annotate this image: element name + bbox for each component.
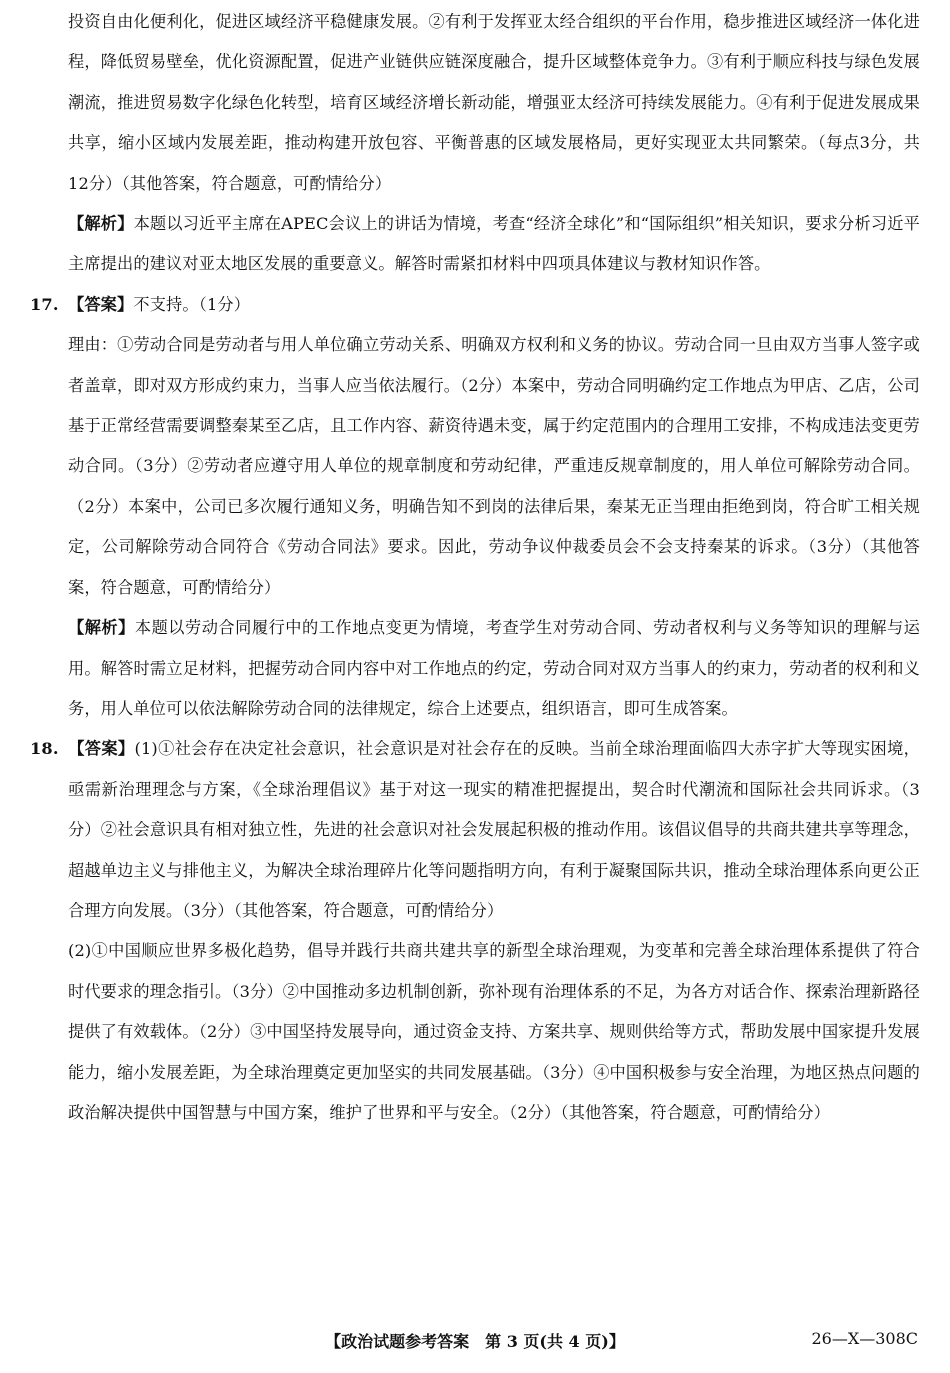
analysis-tag: 【解析】 bbox=[68, 618, 135, 638]
question-number: 18. bbox=[30, 739, 59, 759]
q17-answer bbox=[30, 285, 920, 325]
page-footer bbox=[0, 1329, 950, 1359]
q18-answer bbox=[30, 729, 920, 931]
q17-reason: 理由：①劳动合同是劳动者与用人单位确立劳动关系、明确双方权利和义务的协议。劳动合同一旦由双方当事人签字或者盖章，即对双方形成约束力，当事人应当依法履行。（2分）本案中，劳动合同明确约定工作地点为甲店、乙店，公司基于正常经营需要调整秦某至乙店，且工作内容、薪资待遇未变，属于约定范围内的合理用工安排，不构成违法变更劳动合同。（3分）②劳动者应遵守用人单位的规章制度和劳动纪律，严重违反规章制度的，用人单位可解除劳动合同。（2分）本案中，公司已多次履行通知义务，明确告知不到岗的法律后果，秦某无正当理由拒绝到岗，符合旷工相关规定，公司解除劳动合同符合《劳动合同法》要求。因此，劳动争议仲裁委员会不会支持秦某的诉求。（3分）（其他答案，符合题意，可酌情给分） bbox=[68, 335, 920, 597]
q16-analysis-text: 本题以习近平主席在APEC会议上的讲话为情境，考查“经济全球化”和“国际组织”相关知识，要求分析习近平主席提出的建议对亚太地区发展的重要意义。解答时需紧扣材料中四项具体建议与教材知识作答。 bbox=[68, 214, 920, 274]
q17-answer-text: 不支持。（1分） bbox=[133, 294, 251, 314]
answer-content bbox=[30, 2, 920, 1133]
answer-tag: 【答案】 bbox=[68, 294, 134, 314]
question-number: 17. bbox=[30, 294, 59, 314]
q17-analysis bbox=[30, 608, 920, 729]
q16-analysis bbox=[30, 204, 920, 285]
footer-title: 【政治试题参考答案 第 3 页(共 4 页)】 bbox=[325, 1332, 625, 1351]
answer-tag: 【答案】 bbox=[68, 739, 135, 759]
q17-analysis-text: 本题以劳动合同履行中的工作地点变更为情境，考查学生对劳动合同、劳动者权利与义务等知识的理解与运用。解答时需立足材料，把握劳动合同内容中对工作地点的约定，劳动合同对双方当事人的约束力，劳动者的权利和义务，用人单位可以依法解除劳动合同的法律规定，综合上述要点，组织语言，即可生成答案。 bbox=[68, 618, 920, 718]
footer-code: 26—X—308C bbox=[811, 1329, 918, 1348]
analysis-tag: 【解析】 bbox=[68, 214, 134, 234]
q18-part2: (2)①中国顺应世界多极化趋势，倡导并践行共商共建共享的新型全球治理观，为变革和完善全球治理体系提供了符合时代要求的理念指引。（3分）②中国推动多边机制创新，弥补现有治理体系的不足，为各方对话合作、探索治理新路径提供了有效载体。（2分）③中国坚持发展导向，通过资金支持、方案共享、规则供给等方式，帮助发展中国家提升发展能力，缩小发展差距，为全球治理奠定更加坚实的共同发展基础。（3分）④中国积极参与安全治理，为地区热点问题的政治解决提供中国智慧与中国方案，维护了世界和平与安全。（2分）（其他答案，符合题意，可酌情给分） bbox=[68, 941, 920, 1122]
q18-part1-text: (1)①社会存在决定社会意识，社会意识是对社会存在的反映。当前全球治理面临四大赤字扩大等现实困境，亟需新治理理念与方案，《全球治理倡议》基于对这一现实的精准把握提出，契合时代潮流和国际社会共同诉求。（3分）②社会意识具有相对独立性，先进的社会意识对社会发展起积极的推动作用。该倡议倡导的共商共建共享等理念，超越单边主义与排他主义，为解决全球治理碎片化等问题指明方向，有利于凝聚国际共识，推动全球治理体系向更公正合理方向发展。（3分）（其他答案，符合题意，可酌情给分） bbox=[68, 739, 921, 920]
q16-answer-continued: 投资自由化便利化，促进区域经济平稳健康发展。②有利于发挥亚太经合组织的平台作用，稳步推进区域经济一体化进程，降低贸易壁垒，优化资源配置，促进产业链供应链深度融合，提升区域整体竞争力。③有利于顺应科技与绿色发展潮流，推进贸易数字化绿色化转型，培育区域经济增长新动能，增强亚太经济可持续发展能力。④有利于促进发展成果共享，缩小区域内发展差距，推动构建开放包容、平衡普惠的区域发展格局，更好实现亚太共同繁荣。（每点3分，共12分）（其他答案，符合题意，可酌情给分） bbox=[68, 12, 920, 193]
